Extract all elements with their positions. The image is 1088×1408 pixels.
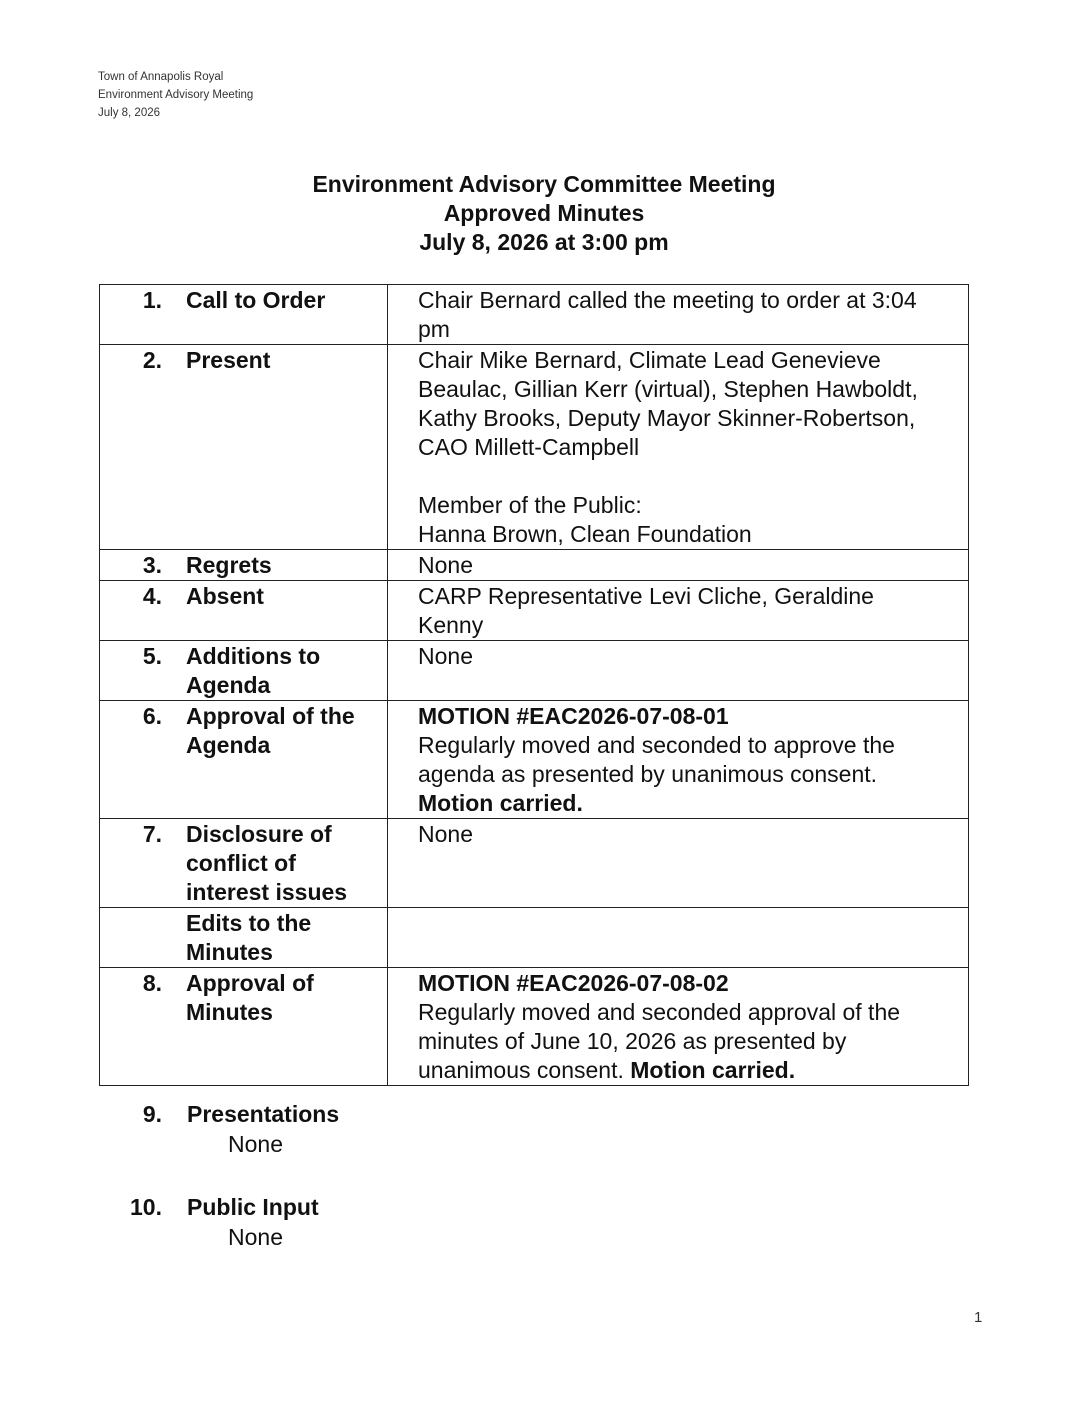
agenda-table — [99, 284, 969, 1086]
title-minutes: Approved Minutes — [443, 200, 645, 226]
item-label: Approval of the Agenda — [186, 703, 355, 758]
table-row — [100, 345, 969, 550]
motion-result: Motion carried. — [418, 790, 583, 816]
item-label: Absent — [186, 583, 264, 609]
table-row — [100, 550, 969, 581]
title-date: July 8, 2026 at 3:00 pm — [419, 229, 669, 255]
item-label: Call to Order — [186, 287, 326, 313]
item-text: None — [418, 643, 473, 669]
item-text: Chair Mike Bernard, Climate Lead Genevieve Beaulac, Gillian Kerr (virtual), Stephen Hawboldt, Kathy Brooks, Deputy Mayor Skinner-Robertson, CAO Millett-Campbell — [418, 347, 918, 460]
table-row — [100, 819, 969, 908]
item-label: Present — [186, 347, 271, 373]
item-text: Chair Bernard called the meeting to order at 3:04 pm — [418, 287, 917, 342]
motion-result: Motion carried. — [630, 1057, 796, 1083]
motion-id: MOTION #EAC2026-07-08-02 — [418, 970, 729, 996]
item-label: Disclosure of conflict of interest issues — [186, 821, 348, 905]
item-number: 3. — [142, 552, 162, 578]
table-row — [100, 701, 969, 819]
item-label: Edits to the Minutes — [186, 910, 312, 965]
item-label: Approval of Minutes — [186, 970, 314, 1025]
public-text: Hanna Brown, Clean Foundation — [418, 521, 752, 547]
section-number: 9. — [142, 1101, 162, 1127]
item-number: 8. — [142, 970, 162, 996]
item-number: 4. — [142, 583, 162, 609]
public-heading: Member of the Public: — [418, 492, 642, 518]
header-meeting: Environment Advisory Meeting — [98, 89, 254, 101]
item-text: None — [418, 821, 473, 847]
section-number: 10. — [130, 1194, 162, 1220]
item-text: None — [418, 552, 473, 578]
motion-id: MOTION #EAC2026-07-08-01 — [418, 703, 729, 729]
item-number: 2. — [142, 347, 162, 373]
section-presentations — [0, 1099, 487, 1157]
table-row — [100, 285, 969, 345]
title-committee: Environment Advisory Committee Meeting — [312, 171, 776, 197]
item-number: 6. — [142, 703, 162, 729]
item-number: 1. — [142, 287, 162, 313]
section-heading: Public Input — [187, 1194, 319, 1220]
section-value: None — [228, 1224, 283, 1250]
section-heading: Presentations — [187, 1101, 340, 1127]
table-row — [100, 908, 969, 968]
motion-text: Regularly moved and seconded to approve the agenda as presented by unanimous consent. — [418, 732, 895, 787]
document-header — [98, 68, 253, 122]
header-organization: Town of Annapolis Royal — [98, 71, 224, 83]
page-number: 1 — [974, 1309, 983, 1326]
table-row — [100, 968, 969, 1086]
document-title — [0, 170, 1088, 257]
header-date: July 8, 2026 — [98, 107, 161, 119]
item-label: Additions to Agenda — [186, 643, 321, 698]
item-label: Regrets — [186, 552, 272, 578]
table-row — [100, 581, 969, 641]
motion-text: Regularly moved and seconded approval of the minutes of June 10, 2026 as presented by unanimous consent. — [418, 999, 901, 1083]
item-text: CARP Representative Levi Cliche, Geraldine Kenny — [418, 583, 874, 638]
item-number: 7. — [142, 821, 162, 847]
table-row — [100, 641, 969, 701]
section-public-input — [0, 1192, 487, 1250]
section-value: None — [228, 1131, 283, 1157]
item-number: 5. — [142, 643, 162, 669]
